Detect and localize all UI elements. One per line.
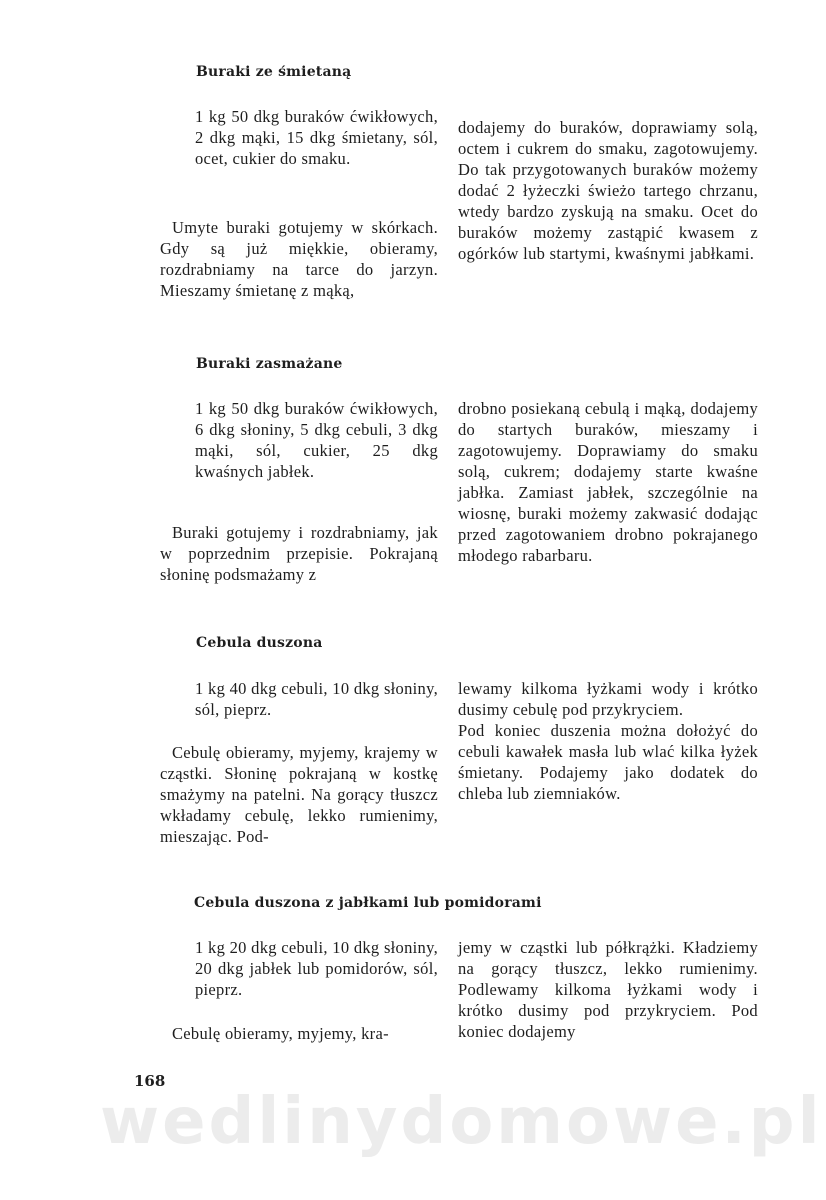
recipe-text-left-4: Cebulę obieramy, myjemy, kra-	[172, 1024, 389, 1043]
watermark: wedlinydomowe.pl	[100, 1085, 823, 1159]
recipe-title-cebula-duszona: Cebula duszona	[196, 635, 323, 651]
recipe-title-cebula-z-jablkami: Cebula duszona z jabłkami lub pomidorami	[194, 895, 542, 911]
recipe-text-right-1: dodajemy do buraków, doprawiamy solą, octem i cukrem do smaku, zagotowujemy. Do tak przygotowanych buraków możemy dodać 2 łyżeczki świeżo tartego chrzanu, wtedy bardzo zyskują na smaku. Ocet do buraków możemy zastąpić kwasem z ogórków lub startymi, kwaśnymi jabłkami.	[458, 118, 758, 263]
recipe-text-left-1: Umyte buraki gotujemy w skórkach. Gdy są już miękkie, obieramy, rozdrabniamy na tarce do jarzyn. Mieszamy śmietanę z mąką,	[160, 218, 438, 300]
recipe-ingredients-2: 1 kg 50 dkg buraków ćwikłowych, 6 dkg słoniny, 5 dkg cebuli, 3 dkg mąki, sól, cukier, 25 dkg kwaśnych jabłek.	[195, 399, 438, 481]
recipe-ingredients-1: 1 kg 50 dkg buraków ćwikłowych, 2 dkg mąki, 15 dkg śmietany, sól, ocet, cukier do smaku.	[195, 107, 438, 168]
recipe-ingredients-3: 1 kg 40 dkg cebuli, 10 dkg słoniny, sól, pieprz.	[195, 679, 438, 719]
recipe-title-buraki-ze-smietana: Buraki ze śmietaną	[196, 64, 352, 80]
recipe-text-right-2: drobno posiekaną cebulą i mąką, dodajemy do startych buraków, mieszamy i zagotowujemy. Doprawiamy do smaku solą, cukrem; dodajemy starte kwaśne jabłka. Zamiast jabłek, szczególnie na wiosnę, buraki możemy zakwasić dodając przed zagotowaniem drobno pokrajanego młodego rabarbaru.	[458, 399, 758, 565]
page-number: 168	[134, 1072, 166, 1090]
recipe-ingredients-4: 1 kg 20 dkg cebuli, 10 dkg słoniny, 20 dkg jabłek lub pomidorów, sól, pieprz.	[195, 938, 438, 999]
recipe-text-left-3: Cebulę obieramy, myjemy, krajemy w cząstki. Słoninę pokrajaną w kostkę smażymy na patelni. Na gorący tłuszcz wkładamy cebulę, lekko rumienimy, mieszając. Pod-	[160, 743, 438, 846]
recipe-title-buraki-zasmazane: Buraki zasmażane	[196, 356, 343, 372]
recipe-text-left-2: Buraki gotujemy i rozdrabniamy, jak w poprzednim przepisie. Pokrajaną słoninę podsmażamy z	[160, 523, 438, 584]
recipe-text-right-3: lewamy kilkoma łyżkami wody i krótko dusimy cebulę pod przykryciem. Pod koniec duszenia można dołożyć do cebuli kawałek masła lub wlać kilka łyżek śmietany. Podajemy jako dodatek do chleba lub ziemniaków.	[458, 679, 758, 803]
recipe-text-right-4: jemy w cząstki lub półkrążki. Kładziemy na gorący tłuszcz, lekko rumienimy. Podlewamy kilkoma łyżkami wody i krótko dusimy pod przykryciem. Pod koniec dodajemy	[458, 938, 758, 1041]
